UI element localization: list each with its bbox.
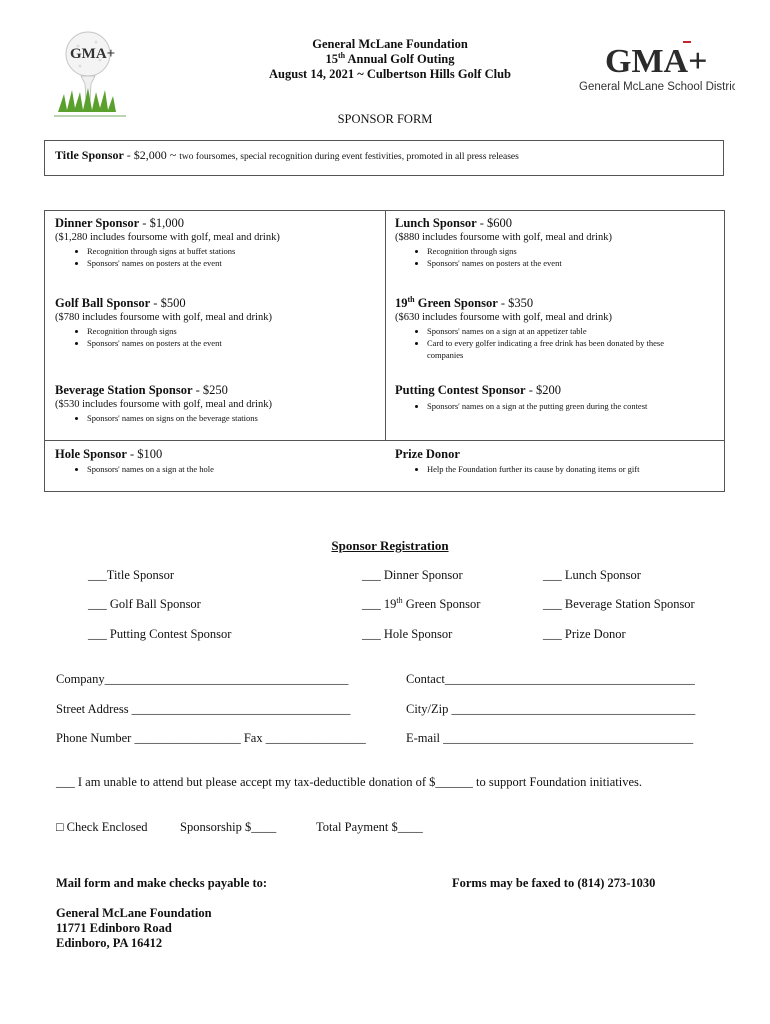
list-item: • Sponsors' names on a sign at the putting green during the contest	[427, 400, 665, 412]
header-line1: General McLane Foundation	[312, 37, 468, 51]
event-header	[200, 37, 580, 82]
list-item: • Sponsors' names on posters at the event	[427, 257, 720, 269]
address-line: Edinboro, PA 16412	[56, 936, 163, 950]
beverage-sponsor-cell	[55, 384, 380, 424]
green-includes: ($630 includes foursome with golf, meal and drink)	[395, 312, 612, 323]
logo-right-letters: GMA+	[605, 43, 708, 80]
option-title-sponsor[interactable]: ___Title Sponsor	[88, 568, 175, 582]
list-item: • Recognition through signs	[427, 245, 720, 257]
list-item: • Recognition through signs	[87, 325, 380, 337]
header-line3: August 14, 2021 ~ Culbertson Hills Golf Club	[269, 67, 511, 81]
school-district-logo	[575, 38, 735, 94]
title-sponsor-price: - $2,000 ~	[123, 148, 180, 162]
company-field[interactable]: Company_______________________________________	[56, 672, 349, 686]
list-item: • Card to every golfer indicating a free drink has been donated by these companies	[427, 337, 685, 361]
golf-ball-logo	[50, 28, 130, 118]
header-line2-rest: Annual Golf Outing	[345, 52, 455, 66]
option-hole-sponsor[interactable]: ___ Hole Sponsor	[362, 627, 453, 641]
list-item: • Sponsors' names on a sign at an appetizer table	[427, 325, 685, 337]
dinner-sponsor-cell	[55, 217, 380, 269]
donation-line[interactable]: ___ I am unable to attend but please accept my tax-deductible donation of $______ to support Foundation initiatives.	[56, 775, 642, 789]
putting-name: Putting Contest Sponsor	[395, 383, 526, 397]
option-beverage-sponsor[interactable]: ___ Beverage Station Sponsor	[543, 597, 695, 611]
green-opt-post: Green Sponsor	[402, 597, 481, 611]
address-line: 11771 Edinboro Road	[56, 921, 172, 935]
dinner-name: Dinner Sponsor	[55, 216, 140, 230]
list-item: • Help the Foundation further its cause by donating items or gift	[427, 463, 720, 475]
golfball-price: - $500	[150, 296, 186, 310]
golfball-includes: ($780 includes foursome with golf, meal and drink)	[55, 312, 272, 323]
beverage-includes: ($530 includes foursome with golf, meal and drink)	[55, 399, 272, 410]
green-num: 19	[395, 296, 408, 310]
city-zip-field[interactable]: City/Zip _______________________________________	[406, 702, 696, 716]
option-prize-donor[interactable]: ___ Prize Donor	[543, 627, 626, 641]
header-line2-num: 15	[325, 52, 338, 66]
lunch-price: - $600	[476, 216, 513, 230]
list-item: • Sponsors' names on posters at the event	[87, 257, 380, 269]
hole-name: Hole Sponsor	[55, 447, 127, 461]
option-green-sponsor[interactable]	[362, 597, 480, 612]
lunch-sponsor-cell	[395, 217, 720, 269]
option-putting-sponsor[interactable]: ___ Putting Contest Sponsor	[88, 627, 232, 641]
green-sup: th	[407, 294, 415, 304]
green-price: - $350	[497, 296, 534, 310]
list-item: • Sponsors' names on a sign at the hole	[87, 463, 380, 475]
contact-field[interactable]: Contact________________________________________	[406, 672, 695, 686]
form-title: SPONSOR FORM	[337, 112, 433, 126]
prize-bullets	[395, 463, 720, 475]
option-dinner-sponsor[interactable]: ___ Dinner Sponsor	[362, 568, 463, 582]
address-line: General McLane Foundation	[56, 906, 212, 920]
fax-label: Forms may be faxed to (814) 273-1030	[452, 876, 656, 890]
beverage-bullets	[55, 412, 380, 424]
grid-divider-vertical	[385, 211, 386, 440]
hole-price: - $100	[126, 447, 163, 461]
beverage-price: - $250	[192, 383, 228, 397]
mailing-address	[56, 906, 212, 951]
dinner-price: - $1,000	[139, 216, 184, 230]
street-address-field[interactable]: Street Address ___________________________________	[56, 702, 351, 716]
green-bullets	[395, 325, 685, 361]
list-item: • Sponsors' names on signs on the beverage stations	[87, 412, 380, 424]
grid-divider-horizontal	[45, 440, 724, 441]
sponsor-tiers-grid	[44, 210, 725, 492]
list-item: • Sponsors' names on posters at the event	[87, 337, 380, 349]
lunch-bullets	[395, 245, 720, 269]
email-field[interactable]: E-mail ________________________________________	[406, 731, 694, 745]
beverage-name: Beverage Station Sponsor	[55, 383, 193, 397]
putting-bullets	[395, 400, 665, 412]
hole-bullets	[55, 463, 380, 475]
title-sponsor-desc: two foursomes, special recognition during event festivities, promoted in all press releases	[179, 152, 519, 162]
green-opt-pre: ___ 19	[362, 597, 397, 611]
golf-ball-sponsor-cell	[55, 297, 380, 349]
option-golf-ball-sponsor[interactable]: ___ Golf Ball Sponsor	[88, 597, 201, 611]
header-line2	[200, 52, 580, 67]
dinner-includes: ($1,280 includes foursome with golf, meal and drink)	[55, 232, 280, 243]
hole-sponsor-cell	[55, 448, 380, 475]
green-opt-sup: th	[396, 595, 403, 605]
list-item: • Recognition through signs at buffet stations	[87, 245, 380, 257]
green-sponsor-cell	[395, 294, 685, 361]
golfball-bullets	[55, 325, 380, 349]
putting-sponsor-cell	[395, 384, 665, 412]
lunch-includes: ($880 includes foursome with golf, meal and drink)	[395, 232, 612, 243]
check-enclosed-checkbox[interactable]: □ Check Enclosed	[56, 820, 148, 834]
mail-label: Mail form and make checks payable to:	[56, 876, 268, 890]
lunch-name: Lunch Sponsor	[395, 216, 477, 230]
registration-title: Sponsor Registration	[331, 538, 449, 553]
title-sponsor-box	[44, 140, 724, 176]
prize-donor-cell	[395, 448, 720, 475]
logo-left-text: GMA+	[70, 46, 116, 62]
putting-price: - $200	[525, 383, 561, 397]
phone-fax-field[interactable]: Phone Number _________________ Fax ________________	[56, 731, 366, 745]
option-lunch-sponsor[interactable]: ___ Lunch Sponsor	[543, 568, 641, 582]
sponsorship-amount-field[interactable]: Sponsorship $____	[180, 820, 277, 834]
total-payment-field[interactable]: Total Payment $____	[316, 820, 423, 834]
green-name: Green Sponsor	[414, 296, 498, 310]
title-sponsor-name: Title Sponsor	[55, 148, 124, 162]
header-line2-sup: th	[337, 50, 346, 60]
dinner-bullets	[55, 245, 380, 269]
prize-name: Prize Donor	[395, 447, 460, 461]
golfball-name: Golf Ball Sponsor	[55, 296, 151, 310]
logo-right-district: General McLane School District	[579, 81, 735, 93]
